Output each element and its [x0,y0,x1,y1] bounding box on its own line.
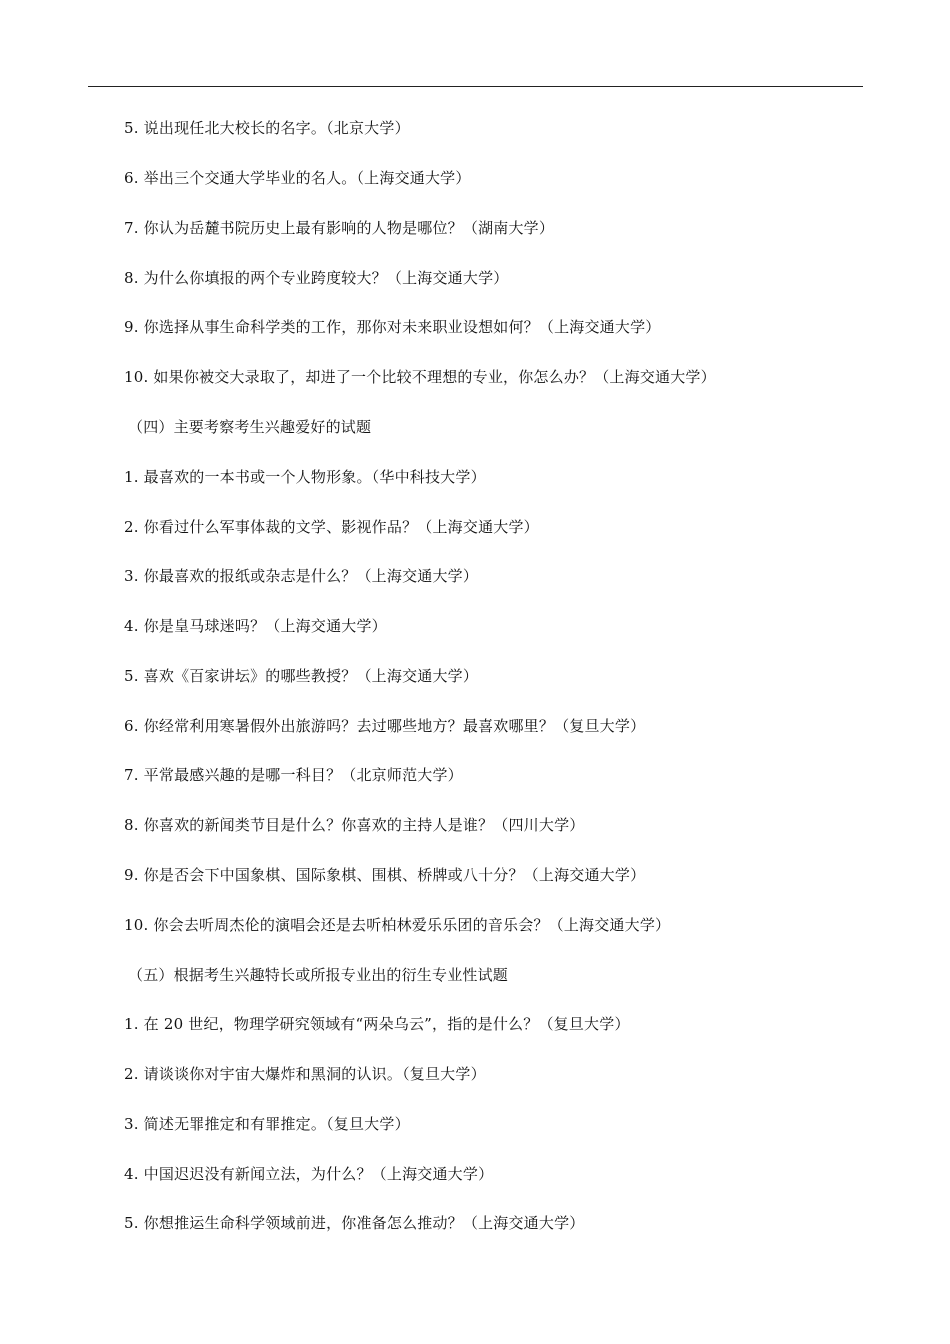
section-heading: （四）主要考察考生兴趣爱好的试题 [128,418,372,436]
header-rule [88,86,863,87]
question-line: 5. 喜欢《百家讲坛》的哪些教授？（上海交通大学） [124,667,479,685]
question-line: 2. 请谈谈你对宇宙大爆炸和黑洞的认识。（复旦大学） [124,1065,486,1083]
question-line: 1. 最喜欢的一本书或一个人物形象。（华中科技大学） [124,468,486,486]
question-line: 5. 你想推运生命科学领域前进，你准备怎么推动？（上海交通大学） [124,1214,585,1232]
question-line: 9. 你是否会下中国象棋、国际象棋、围棋、桥牌或八十分？（上海交通大学） [124,866,646,884]
question-line: 4. 你是皇马球迷吗？（上海交通大学） [124,617,387,635]
question-line: 8. 为什么你填报的两个专业跨度较大？（上海交通大学） [124,269,509,287]
question-line: 4. 中国迟迟没有新闻立法，为什么？（上海交通大学） [124,1165,494,1183]
question-line: 1. 在 20 世纪，物理学研究领域有“两朵乌云”，指的是什么？（复旦大学） [124,1015,630,1033]
question-line: 8. 你喜欢的新闻类节目是什么？你喜欢的主持人是谁？（四川大学） [124,816,585,834]
question-line: 5. 说出现任北大校长的名字。（北京大学） [124,119,410,137]
question-line: 7. 你认为岳麓书院历史上最有影响的人物是哪位？（湖南大学） [124,219,555,237]
question-line: 2. 你看过什么军事体裁的文学、影视作品？（上海交通大学） [124,518,539,536]
question-line: 9. 你选择从事生命科学类的工作，那你对未来职业设想如何？（上海交通大学） [124,318,661,336]
question-line: 7. 平常最感兴趣的是哪一科目？（北京师范大学） [124,766,463,784]
question-line: 6. 你经常利用寒暑假外出旅游吗？去过哪些地方？最喜欢哪里？（复旦大学） [124,717,646,735]
question-line: 6. 举出三个交通大学毕业的名人。（上海交通大学） [124,169,471,187]
question-line: 10. 你会去听周杰伦的演唱会还是去听柏林爱乐乐团的音乐会？（上海交通大学） [124,916,671,934]
section-heading: （五）根据考生兴趣特长或所报专业出的衍生专业性试题 [128,966,509,984]
question-line: 10. 如果你被交大录取了，却进了一个比较不理想的专业，你怎么办？（上海交通大学） [124,368,716,386]
question-line: 3. 简述无罪推定和有罪推定。（复旦大学） [124,1115,410,1133]
question-line: 3. 你最喜欢的报纸或杂志是什么？（上海交通大学） [124,567,479,585]
